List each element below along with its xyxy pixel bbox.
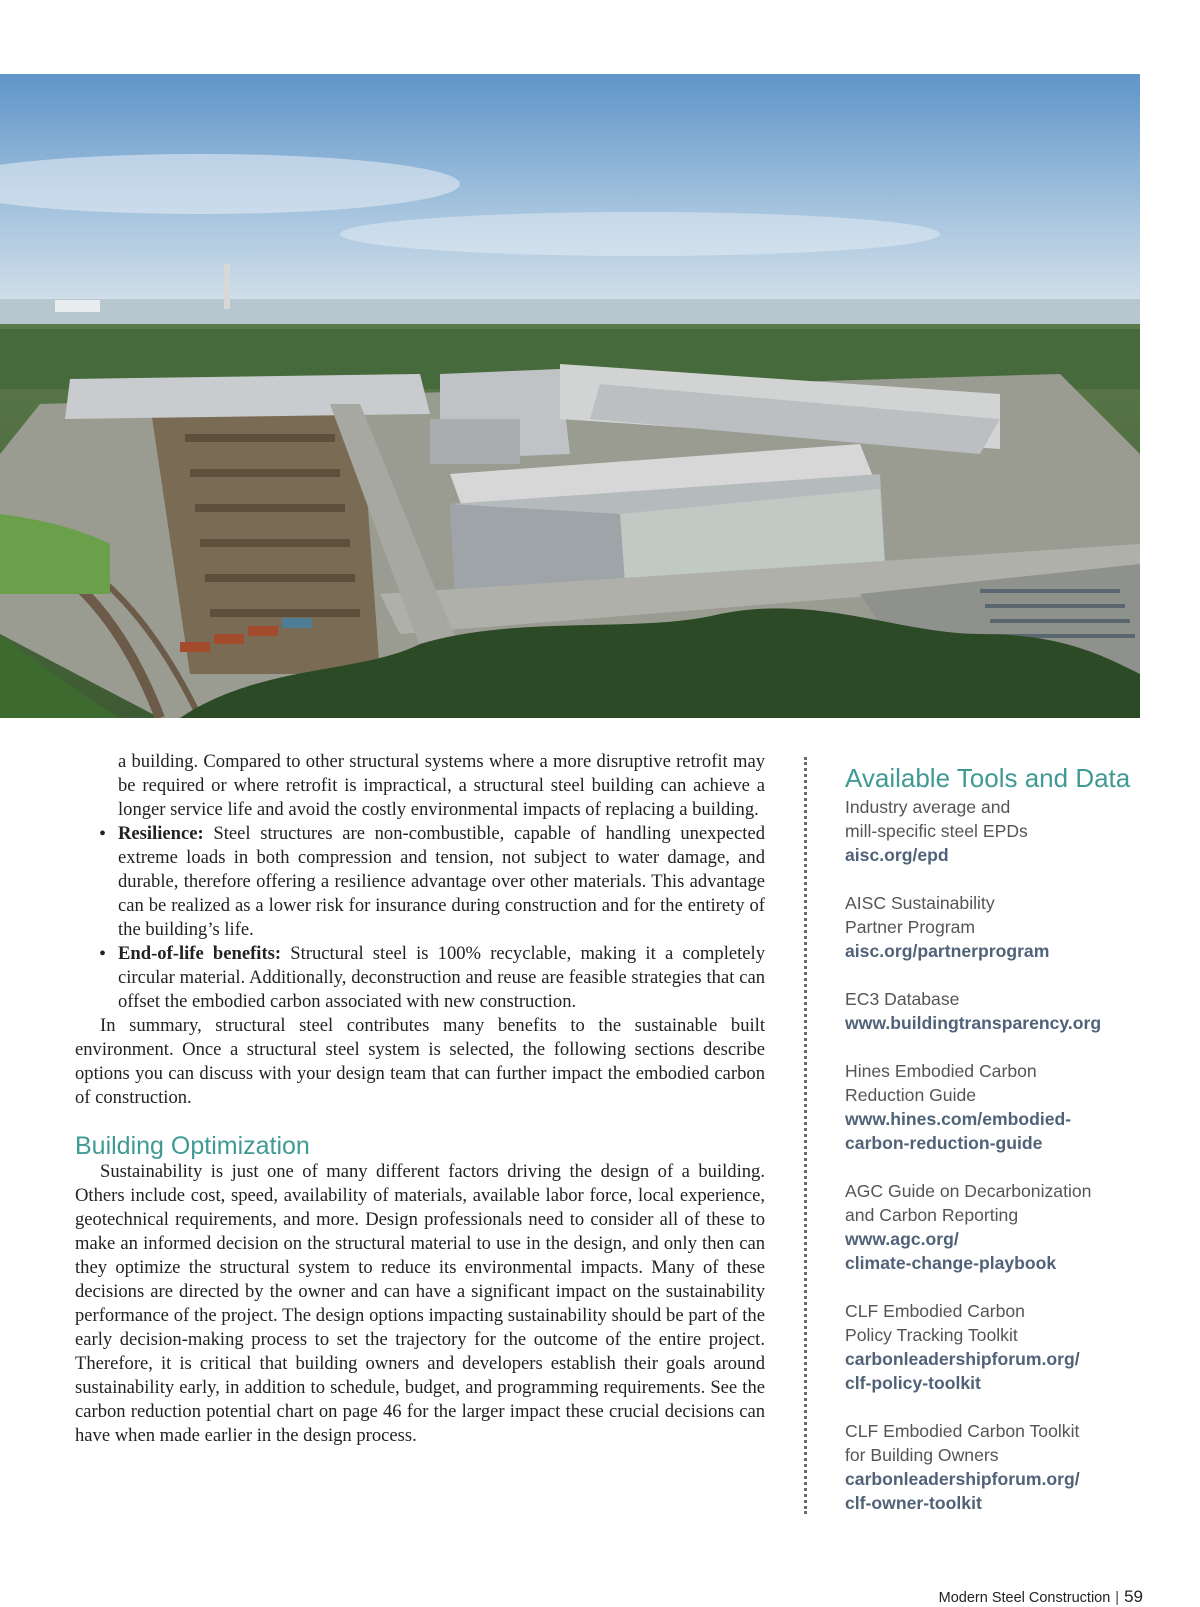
section-paragraph: Sustainability is just one of many different factors driving the design of a building. Others include cost, speed, availability of materials, available labor force, local experience, geotechnical requirements, and more. Design professionals need to consider all of these to make an informed decision on the structural material to use in the design, and only then can they optimize the structural system to reduce its environmental impacts. Many of these decisions are directed by the owner and can have a significant impact on the sustainability performance of the project. The design options impacting sustainability should be part of the early decision-making process to set the trajectory for the outcome of the entire project. Therefore, it is critical that building owners and developers establish their goals around sustainability early, in addition to schedule, budget, and programming requirements. See the carbon reduction potential chart on page 46 for the larger impact these crucial decisions can have when made earlier in the design process. (75, 1161, 765, 1446)
resource-link[interactable]: carbonleadershipforum.org/ (845, 1469, 1080, 1489)
bullet-text: Steel structures are non-combustible, capable of handling unexpected extreme loads in both compression and tension, not subject to water damage, and durable, therefore offering a resilience advantage over other materials. This advantage can be realized as a lower risk for insurance during construction and for the entirety of the building’s life. (118, 823, 765, 940)
footer-separator: | (1115, 1590, 1120, 1606)
summary-paragraph: In summary, structural steel contributes many benefits to the sustainable built environment. Once a structural steel system is selected, the following sections describe options you can discuss with your design team that can further impact the embodied carbon of construction. (75, 1015, 765, 1108)
main-article-column (75, 750, 765, 1448)
benefits-list (75, 822, 765, 1014)
resource-label: CLF Embodied Carbon Toolkit (845, 1421, 1080, 1441)
resource-link[interactable]: aisc.org/partnerprogram (845, 941, 1050, 961)
section-heading: Building Optimization (75, 1132, 310, 1160)
resource-link[interactable]: climate-change-playbook (845, 1253, 1057, 1273)
resource-label: AISC Sustainability (845, 893, 995, 913)
resource-partner-program (845, 891, 1145, 963)
column-divider (804, 757, 807, 1514)
resource-link[interactable]: carbonleadershipforum.org/ (845, 1349, 1080, 1369)
continued-paragraph: a building. Compared to other structural systems where a more disruptive retrofit may be required or where retrofit is impractical, a structural steel building can achieve a longer service life and avoid the costly environmental impacts of replacing a building. (118, 751, 765, 820)
list-item (75, 822, 765, 942)
sidebar-title: Available Tools and Data (845, 763, 1131, 793)
resource-label: for Building Owners (845, 1445, 999, 1465)
resource-hines-guide (845, 1059, 1145, 1155)
resource-label: Reduction Guide (845, 1085, 977, 1105)
resource-label: Policy Tracking Toolkit (845, 1325, 1018, 1345)
aerial-steel-mill-photo (0, 74, 1140, 718)
resource-link[interactable]: www.buildingtransparency.org (845, 1013, 1102, 1033)
publication-name: Modern Steel Construction (938, 1590, 1111, 1606)
resource-label: mill-specific steel EPDs (845, 821, 1028, 841)
resource-clf-owner-toolkit (845, 1419, 1145, 1515)
resource-label: and Carbon Reporting (845, 1205, 1019, 1225)
page-number: 59 (1124, 1587, 1143, 1606)
resource-clf-policy-toolkit (845, 1299, 1145, 1395)
resource-agc-guide (845, 1179, 1145, 1275)
resource-link[interactable]: clf-owner-toolkit (845, 1493, 982, 1513)
steel-mill-illustration (0, 74, 1140, 718)
list-item (75, 942, 765, 1014)
resource-link[interactable]: clf-policy-toolkit (845, 1373, 981, 1393)
bullet-text: Structural steel is 100% recyclable, making it a completely circular material. Additionally, deconstruction and reuse are feasible strategies that can offset the embodied carbon associated with new construction. (118, 943, 765, 1012)
resource-link[interactable]: www.hines.com/embodied- (845, 1109, 1072, 1129)
resource-epds (845, 795, 1145, 867)
bullet-term: End-of-life benefits: (118, 943, 282, 964)
resource-label: Partner Program (845, 917, 976, 937)
resource-label: AGC Guide on Decarbonization (845, 1181, 1092, 1201)
resource-link[interactable]: aisc.org/epd (845, 845, 949, 865)
resource-label: Hines Embodied Carbon (845, 1061, 1037, 1081)
resource-label: Industry average and (845, 797, 1011, 817)
resource-label: EC3 Database (845, 989, 960, 1009)
tools-sidebar (845, 763, 1145, 1539)
resource-label: CLF Embodied Carbon (845, 1301, 1025, 1321)
resource-link[interactable]: carbon-reduction-guide (845, 1133, 1043, 1153)
resource-ec3-database (845, 987, 1145, 1035)
resource-link[interactable]: www.agc.org/ (845, 1229, 959, 1249)
bullet-term: Resilience: (118, 823, 204, 844)
page-footer (939, 1587, 1143, 1607)
